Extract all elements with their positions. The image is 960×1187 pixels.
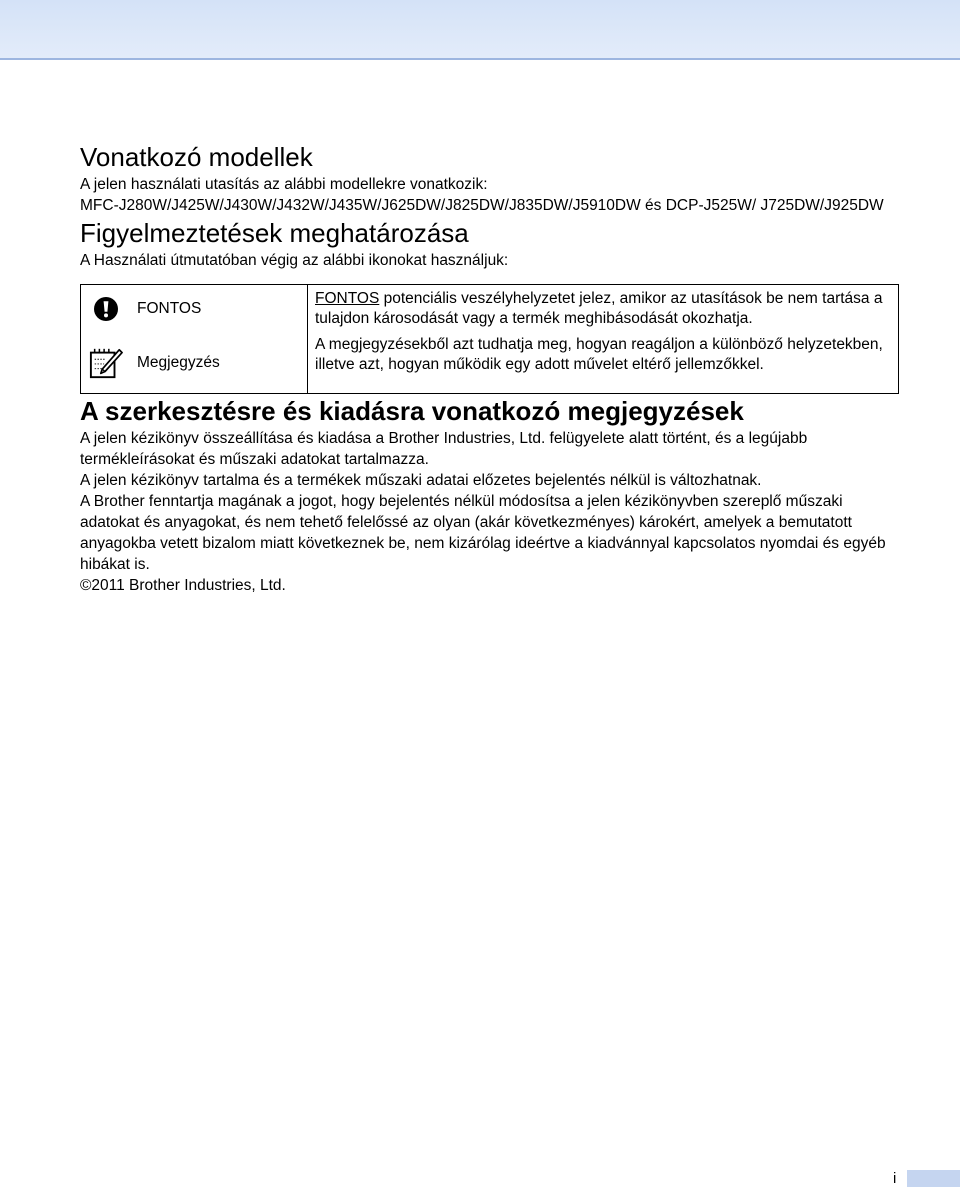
models-heading: Vonatkozó modellek — [80, 142, 313, 172]
editorial-heading: A szerkesztésre és kiadásra vonatkozó megjegyzések — [80, 396, 744, 426]
note-description: A megjegyzésekből azt tudhatja meg, hogyan reagáljon a különböző helyzetekben, illetve azt, hogyan működik egy adott művelet eltérő jellemzőkkel. — [315, 336, 883, 373]
exclamation-icon — [89, 292, 123, 326]
editorial-paragraph-2: A jelen kézikönyv tartalma és a termékek műszaki adatai előzetes bejelentés nélkül is változhatnak. — [80, 472, 762, 489]
page-number: i — [893, 1170, 897, 1187]
warnings-intro: A Használati útmutatóban végig az alábbi ikonokat használjuk: — [80, 252, 509, 269]
important-label: FONTOS — [137, 300, 202, 317]
models-list: MFC-J280W/J425W/J430W/J432W/J435W/J625DW/J825DW/J835DW/J5910DW és DCP-J525W/ J725DW/J925DW — [80, 197, 884, 214]
icon-row-important — [81, 285, 307, 333]
important-lead-word: FONTOS — [315, 290, 380, 307]
warnings-heading: Figyelmeztetések meghatározása — [80, 218, 469, 248]
note-pad-icon — [89, 346, 123, 380]
important-description — [315, 289, 892, 329]
copyright-notice: ©2011 Brother Industries, Ltd. — [80, 577, 286, 594]
editorial-paragraph-3: A Brother fenntartja magának a jogot, hogy bejelentés nélkül módosítsa a jelen kézikönyvben szereplő műszaki adatokat és anyagokat, és nem tehető felelőssé az olyan (akár következményes) károkért, amelyek a bemutatott anyagokba vetett bizalom miatt következnek be, nem kizárólag ideértve a kiadvánnyal kapcsolatos nyomdai és egyéb hibákat is. — [80, 493, 886, 573]
note-label: Megjegyzés — [137, 354, 220, 371]
icon-legend-cell — [81, 285, 308, 394]
icon-description-cell — [308, 285, 899, 394]
icon-row-note — [81, 333, 307, 393]
page-content — [80, 140, 900, 596]
page-tab — [907, 1170, 960, 1187]
icon-definition-table — [80, 284, 899, 394]
models-intro: A jelen használati utasítás az alábbi modellekre vonatkozik: — [80, 176, 488, 193]
important-text: potenciális veszélyhelyzetet jelez, amikor az utasítások be nem tartása a tulajdon károsodását vagy a termék meghibásodását okozhatja. — [315, 290, 883, 327]
header-band — [0, 0, 960, 60]
editorial-paragraph-1: A jelen kézikönyv összeállítása és kiadása a Brother Industries, Ltd. felügyelete alatt történt, és a legújabb termékleírásokat és műszaki adatokat tartalmazza. — [80, 430, 808, 468]
